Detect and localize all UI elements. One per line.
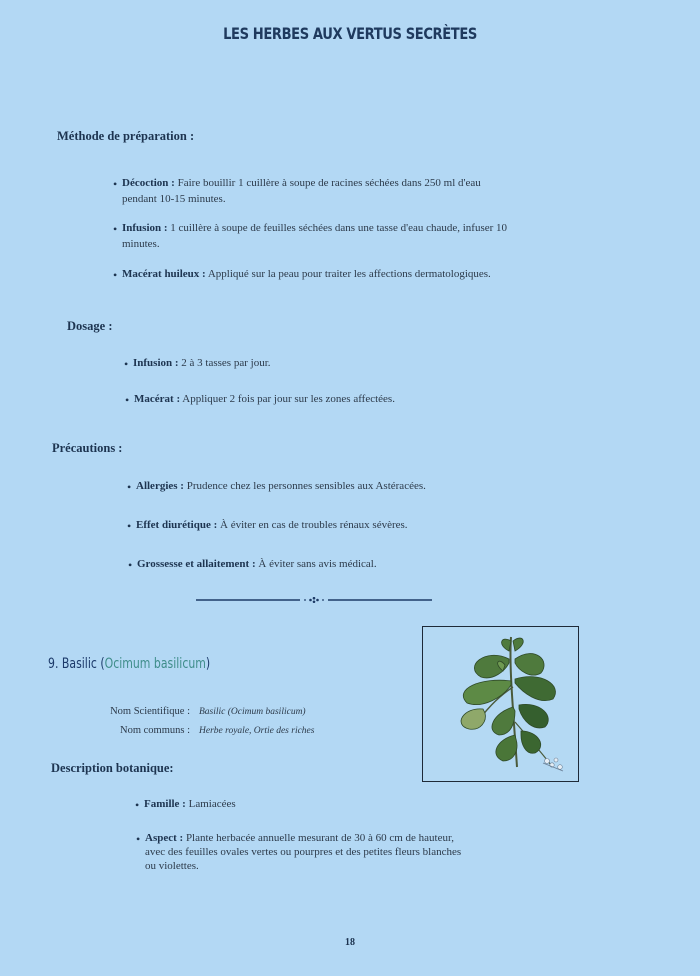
plant-illustration-frame	[422, 626, 579, 782]
scientific-name-label: Nom Scientifique :	[110, 706, 190, 717]
bullet-icon: •	[124, 357, 129, 371]
list-item: • Macérat huileux : Appliqué sur la peau pour traiter les affections dermatologiques.	[113, 268, 491, 282]
description-heading: Description botanique:	[51, 761, 174, 775]
list-item: • Famille : Lamiacées	[135, 798, 236, 812]
common-names-label: Nom communs :	[120, 725, 190, 736]
basil-plant-illustration	[423, 627, 577, 780]
list-item: • Grossesse et allaitement : À éviter sans avis médical.	[128, 558, 377, 572]
list-item: • Infusion : 2 à 3 tasses par jour.	[124, 357, 271, 371]
common-names-value: Herbe royale, Ortie des riches	[199, 726, 315, 736]
dosage-heading: Dosage :	[67, 319, 113, 333]
bullet-icon: •	[113, 222, 118, 236]
bullet-icon: •	[136, 832, 141, 846]
list-item: • Aspect : Plante herbacée annuelle mesurant de 30 à 60 cm de hauteur, avec des feuilles ovales vertes ou pourpres et des petites fleurs blanches ou violettes.	[136, 832, 462, 872]
precautions-heading: Précautions :	[52, 441, 123, 455]
list-item: • Infusion : 1 cuillère à soupe de feuilles séchées dans une tasse d'eau chaude, infuser 10 minutes.	[113, 222, 508, 250]
page-number: 18	[345, 937, 355, 948]
bullet-icon: •	[135, 798, 140, 812]
bullet-icon: •	[127, 480, 132, 494]
bullet-icon: •	[128, 558, 133, 572]
ornamental-divider	[196, 597, 432, 603]
bullet-icon: •	[113, 177, 118, 191]
list-item: • Allergies : Prudence chez les personnes sensibles aux Astéracées.	[127, 480, 426, 494]
list-item: • Effet diurétique : À éviter en cas de troubles rénaux sévères.	[127, 519, 408, 533]
scientific-name-value: Basilic (Ocimum basilicum)	[199, 707, 306, 717]
preparation-heading: Méthode de préparation :	[57, 129, 195, 143]
bullet-icon: •	[127, 519, 132, 533]
bullet-icon: •	[113, 268, 118, 282]
bullet-icon: •	[125, 393, 130, 407]
list-item: • Décoction : Faire bouillir 1 cuillère à soupe de racines séchées dans 250 ml d'eau pendant 10-15 minutes.	[113, 177, 481, 205]
list-item: • Macérat : Appliquer 2 fois par jour sur les zones affectées.	[125, 393, 395, 407]
section-title: 9. Basilic (Ocimum basilicum)	[48, 656, 211, 672]
page-header: LES HERBES AUX VERTUS SECRÈTES	[223, 24, 477, 43]
